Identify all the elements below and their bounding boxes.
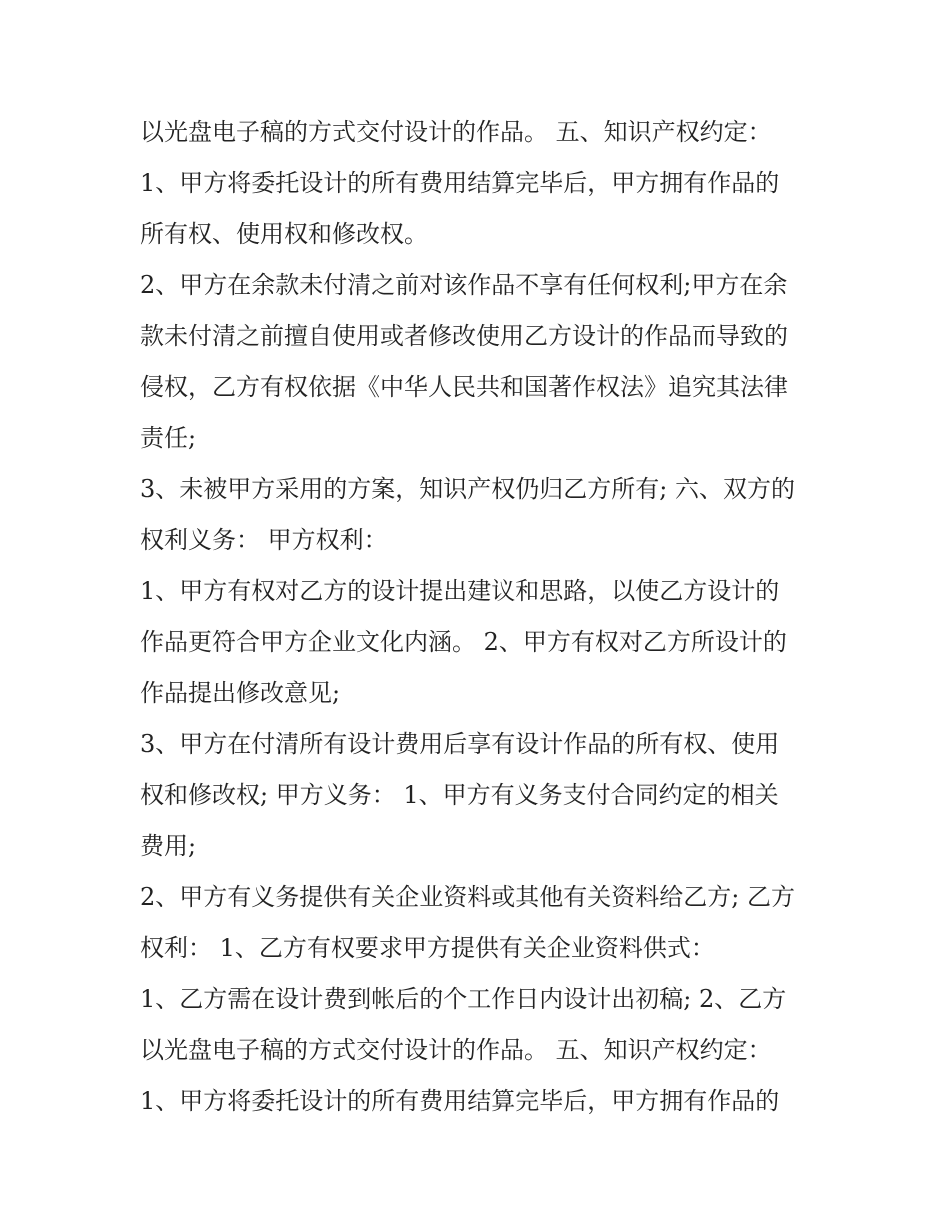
document-line: 费用; [140,832,197,860]
document-line: 3、未被甲方采用的方案，知识产权仍归乙方所有; 六、双方的 [140,475,795,503]
document-line: 侵权，乙方有权依据《中华人民共和国著作权法》追究其法律 [140,373,788,401]
document-line: 责任; [140,424,197,452]
document-line: 2、甲方有义务提供有关企业资料或其他有关资料给乙方; 乙方 [140,883,795,911]
document-line: 3、甲方在付清所有设计费用后享有设计作品的所有权、使用 [140,730,780,758]
document-line: 款未付清之前擅自使用或者修改使用乙方设计的作品而导致的 [140,322,788,350]
document-line: 权和修改权; 甲方义务： 1、甲方有义务支付合同约定的相关 [140,781,779,809]
document-line: 权利： 1、乙方有权要求甲方提供有关企业资料供式： [140,934,715,962]
document-line: 所有权、使用权和修改权。 [140,220,428,248]
document-line: 1、甲方将委托设计的所有费用结算完毕后，甲方拥有作品的 [140,1087,780,1115]
document-line: 1、乙方需在设计费到帐后的个工作日内设计出初稿; 2、乙方 [140,985,787,1013]
document-line: 权利义务： 甲方权利： [140,526,388,554]
document-line: 以光盘电子稿的方式交付设计的作品。 五、知识产权约定： [140,118,772,146]
document-line: 2、甲方在余款未付清之前对该作品不享有任何权利;甲方在余 [140,271,788,299]
document-body [140,107,830,1127]
document-line: 作品更符合甲方企业文化内涵。 2、甲方有权对乙方所设计的 [140,628,787,656]
document-line: 作品提出修改意见; [140,679,341,707]
document-line: 1、甲方有权对乙方的设计提出建议和思路，以使乙方设计的 [140,577,780,605]
document-line: 1、甲方将委托设计的所有费用结算完毕后，甲方拥有作品的 [140,169,780,197]
document-line: 以光盘电子稿的方式交付设计的作品。 五、知识产权约定： [140,1036,772,1064]
